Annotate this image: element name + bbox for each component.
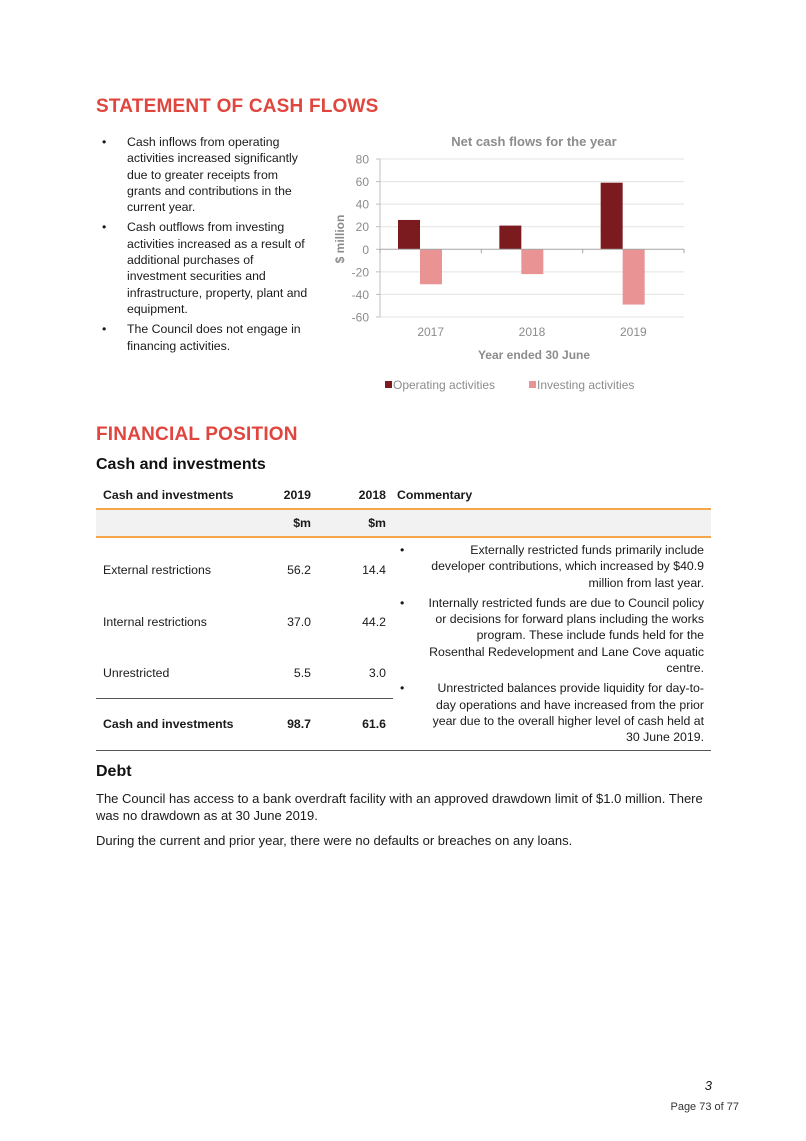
subtitle-debt: Debt <box>96 763 132 780</box>
bullet-item: • Cash outflows from investing activities increased as a result of additional purchases of investment securities and infrastructure, property, plant and equipment. <box>100 219 315 317</box>
y-tick-label: 80 <box>355 152 369 167</box>
page-of-total: Page 73 of 77 <box>670 1101 739 1113</box>
y-tick-label: 40 <box>355 197 369 212</box>
total-2019: 98.7 <box>258 698 318 749</box>
section-title-financial-position: FINANCIAL POSITION <box>96 424 298 445</box>
legend-swatch-investing <box>529 381 536 388</box>
x-tick-labels <box>417 325 647 339</box>
unit-cell: $m <box>318 509 393 537</box>
bullet-item: • The Council does not engage in financing activities. <box>100 321 315 354</box>
y-tick-label: 60 <box>355 175 369 190</box>
y-tick-labels <box>352 153 370 325</box>
bar-investing-2018 <box>521 249 543 274</box>
table-units-row <box>96 509 711 537</box>
y-axis-label: $ million <box>333 214 347 264</box>
total-label: Cash and investments <box>96 698 258 749</box>
debt-paragraph: During the current and prior year, there were no defaults or breaches on any loans. <box>96 833 573 848</box>
y-tick-label: -20 <box>351 265 369 280</box>
value-2019: 5.5 <box>293 665 311 680</box>
y-tick-label: 0 <box>362 242 369 257</box>
legend-label-operating: Operating activities <box>393 378 496 392</box>
y-tick-label: -60 <box>351 310 369 325</box>
commentary-list <box>400 542 704 746</box>
commentary-item: • Unrestricted balances provide liquidity for day-to-day operations and have increased from the prior year due to the overall higher level of cash held at 30 June 2019. <box>400 680 704 745</box>
value-2019: 37.0 <box>287 615 311 630</box>
unit-cell <box>96 509 258 537</box>
cash-flows-bullet-list <box>100 134 315 358</box>
chart-title: Net cash flows for the year <box>451 134 617 149</box>
bar-operating-2019 <box>601 183 623 250</box>
row-label: Internal restrictions <box>103 615 207 630</box>
table-header-row <box>96 482 711 509</box>
row-label: Unrestricted <box>103 665 170 680</box>
bar-operating-2017 <box>398 220 420 249</box>
commentary-item: • Internally restricted funds are due to Council policy or decisions for forward plans including the works program. These include funds held for the Rosenthal Redevelopment and Lane Cove aquatic centre. <box>400 595 704 676</box>
legend-swatch-operating <box>385 381 392 388</box>
bar-investing-2017 <box>420 249 442 284</box>
chart-bars <box>398 183 645 305</box>
section-title-cash-flows: STATEMENT OF CASH FLOWS <box>96 96 379 117</box>
value-2018: 14.4 <box>362 562 386 577</box>
unit-cell <box>393 509 711 537</box>
bar-investing-2019 <box>623 249 645 304</box>
y-tick-label: 20 <box>355 220 369 235</box>
total-2018: 61.6 <box>318 698 393 749</box>
value-2018: 3.0 <box>368 665 386 680</box>
commentary-cell <box>393 537 711 750</box>
legend-label-investing: Investing activities <box>537 378 635 392</box>
debt-paragraph: The Council has access to a bank overdraft facility with an approved drawdown limit of $1.0 million. There was no drawdown as at 30 June 2019. <box>96 791 703 823</box>
bullet-item: • Cash inflows from operating activities increased significantly due to greater receipts from grants and contributions in the current year. <box>100 134 315 215</box>
row-label: External restrictions <box>103 562 211 577</box>
table-bottom-rule <box>96 750 711 751</box>
x-axis-label: Year ended 30 June <box>477 348 591 362</box>
bar-operating-2018 <box>499 226 521 250</box>
subtitle-cash-investments: Cash and investments <box>96 456 266 473</box>
value-2018: 44.2 <box>362 615 386 630</box>
chart-legend <box>385 378 634 392</box>
x-tick-label: 2018 <box>518 325 546 339</box>
col-header: Commentary <box>393 482 711 509</box>
x-tick-label: 2017 <box>417 325 445 339</box>
col-header: 2018 <box>318 482 393 509</box>
col-header: Cash and investments <box>96 482 258 509</box>
commentary-item: • Externally restricted funds primarily include developer contributions, which increased by $40.9 million from last year. <box>400 542 704 591</box>
net-cash-flows-chart <box>330 128 700 398</box>
unit-cell: $m <box>258 509 318 537</box>
page-number: 3 <box>704 1078 712 1093</box>
cash-investments-table <box>96 482 711 751</box>
table-row <box>96 537 711 597</box>
value-2019: 56.2 <box>287 562 311 577</box>
col-header: 2019 <box>258 482 318 509</box>
x-tick-label: 2019 <box>619 325 647 339</box>
y-tick-label: -40 <box>351 287 369 302</box>
